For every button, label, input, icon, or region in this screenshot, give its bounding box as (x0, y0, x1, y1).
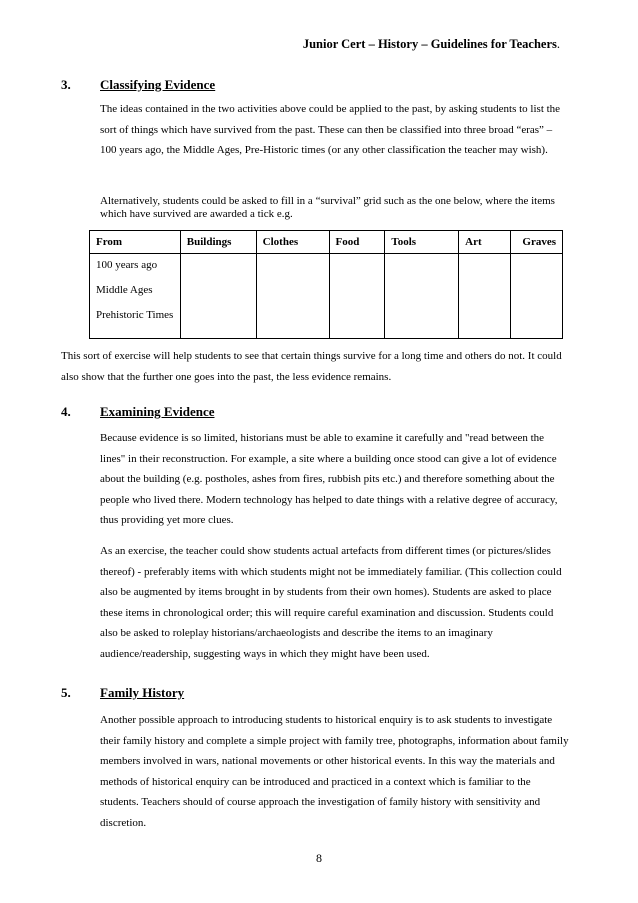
grid-header-tools: Tools (385, 231, 459, 254)
section-4-title: Examining Evidence (100, 404, 215, 419)
section-3-paragraph-1: The ideas contained in the two activities above could be applied to the past, by asking students to list the sort of things which have survived from the past. These can then be classified into three broad “eras” – 100 years ago, the Middle Ages, Pre-Historic times (or any other classification the teacher may wish). (100, 103, 561, 156)
section-5-paragraph-1: Another possible approach to introducing students to historical enquiry is to ask students to investigate their family history and complete a simple project with family tree, photographs, information about family members involved in wars, national movements or other historical events. In this way the materials and methods of historical enquiry can be introduced and practiced in a context which is familiar to the students. Teachers should of course approach the investigation of family history with sensitivity and discretion. (100, 714, 569, 829)
grid-cell-art (459, 254, 511, 339)
survival-grid (89, 230, 563, 339)
grid-cell-graves (510, 254, 562, 339)
header-title: Junior Cert – History – Guidelines for Teachers (302, 37, 557, 51)
header-dot: . (556, 37, 560, 51)
grid-header-graves: Graves (510, 231, 562, 254)
section-4-number: 4. (61, 404, 71, 419)
grid-header-buildings: Buildings (180, 231, 256, 254)
grid-header-food: Food (329, 231, 385, 254)
grid-header-clothes: Clothes (256, 231, 329, 254)
grid-body-row (90, 254, 563, 339)
grid-cell-clothes (256, 254, 329, 339)
section-3-number: 3. (61, 77, 71, 92)
section-5-number: 5. (61, 685, 71, 700)
page-number: 8 (316, 851, 322, 865)
grid-era-middle-ages: Middle Ages (96, 284, 153, 296)
section-5-title: Family History (100, 685, 185, 700)
grid-header-row (90, 231, 563, 254)
grid-header-from: From (90, 231, 181, 254)
grid-cell-food (329, 254, 385, 339)
after-grid-paragraph: This sort of exercise will help students to see that certain things survive for a long time and others do not. It could also show that the further one goes into the past, the less evidence remains. (61, 350, 562, 383)
grid-era-cell (90, 254, 181, 339)
grid-era-100-years: 100 years ago (96, 259, 158, 271)
section-4-paragraph-1: Because evidence is so limited, historians must be able to examine it carefully and "read between the lines" in their reconstruction. For example, a site where a building once stood can give a lot of evidence about the building (e.g. postholes, ashes from fires, rubbish pits etc.) and therefore something about the people who lived there. Modern technology has helped to date things with a relative degree of accuracy, thus providing yet more clues. (100, 432, 558, 526)
grid-era-prehistoric: Prehistoric Times (96, 309, 174, 321)
grid-header-art: Art (459, 231, 511, 254)
section-4-paragraph-2: As an exercise, the teacher could show students actual artefacts from different times (or pictures/slides thereof) - preferably items with which students might not be immediately familiar. (This collection could also be augmented by items brought in by students from their own homes). Students are asked to place these items in chronological order; this will require careful examination and discussion. Students could also be asked to roleplay historians/archaeologists and describe the items to an imaginary audience/readership, suggesting ways in which they might have been used. (100, 545, 562, 660)
section-3-title: Classifying Evidence (100, 77, 216, 92)
grid-cell-tools (385, 254, 459, 339)
grid-cell-buildings (180, 254, 256, 339)
section-3-paragraph-2: Alternatively, students could be asked to fill in a “survival” grid such as the one below, where the items which have survived are awarded a tick e.g. (100, 195, 555, 220)
running-header (303, 37, 560, 52)
